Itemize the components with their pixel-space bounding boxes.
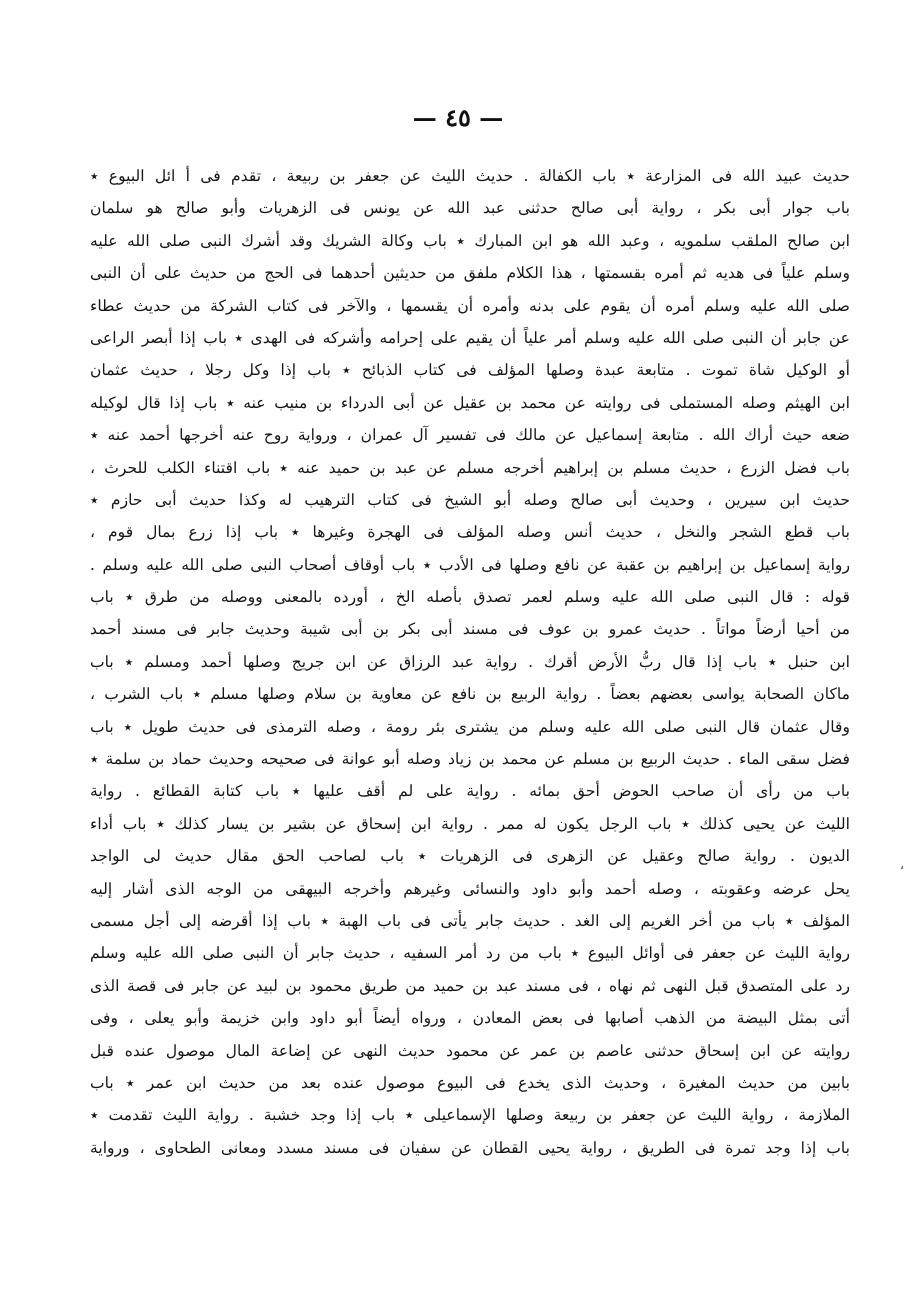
text-line: وسلم علياً فى هديه ثم أمره بقسمتها ، هذا الكلام ملفق من حديثين أحدهما فى الحج من حديث على أن النبى [90, 264, 850, 283]
text-line: أو الوكيل شاة تموت . متابعة عبدة وصلها المؤلف فى كتاب الذبائح ٭ باب إذا وكل رجلا ، حديث عثمان [90, 361, 850, 380]
text-line: روايته عن ابن إسحاق حدثنى عاصم بن عمر عن محمود حديث النهى عن إضاعة المال موصول عنده قبل [90, 1041, 850, 1060]
text-line: باب من رأى أن صاحب الحوض أحق بمائه . رواية على لم أقف عليها ٭ باب كتابة القطائع . رواية [90, 782, 850, 801]
text-line: صلى الله عليه وسلم أمره أن يقوم على بدنه وأمره أن يقسمها ، والآخر فى كتاب الشركة من حديث عطاء [90, 296, 850, 315]
text-line: فضل سقى الماء . حديث الربيع بن مسلم عن محمد بن زياد وصله أبو عوانة فى صحيحه وحديث حماد بن سلمة ٭ [90, 750, 850, 769]
text-line: ضعه حيث أراك الله . متابعة إسماعيل عن مالك فى تفسير آل عمران ، ورواية روح عنه أخرجها أحمد عنه ٭ [90, 426, 850, 445]
text-line: المؤلف ٭ باب من أخر الغريم إلى الغد . حديث جابر يأتى فى باب الهبة ٭ باب إذا أقرضه إلى أجل مسمى [90, 911, 850, 930]
text-line: ابن حنبل ٭ باب إذا قال ربُّ الأرض أقرك . رواية عبد الرزاق عن ابن جريج وصلها أحمد ومسلم ٭ باب [90, 652, 850, 671]
text-line: باب فضل الزرع ، حديث مسلم بن إبراهيم أخرجه مسلم عن عبد بن حميد عنه ٭ باب اقتناء الكلب للحرث ، [90, 458, 850, 477]
text-line: يحل عرضه وعقوبته ، وصله أحمد وأبو داود والنسائى وغيرهم وأخرجه البيهقى من الوجه الذى أشار إليه [90, 879, 850, 898]
text-line: عن جابر أن النبى صلى الله عليه وسلم أمر علياً أن يقيم على إحرامه وأشركه فى الهدى ٭ باب إذا أبصر الراعى [90, 328, 850, 347]
text-line: بابين من حديث المغيرة ، وحديث الذى يخدع فى البيوع موصول عنده بعد من حديث ابن عمر ٭ باب [90, 1073, 850, 1092]
text-line: الديون . رواية صالح وعقيل عن الزهرى فى الزهريات ٭ باب لصاحب الحق مقال حديث لى الواجد [90, 847, 850, 866]
text-line: رواية إسماعيل بن إبراهيم بن عقبة عن نافع وصلها فى الأدب ٭ باب أوقاف أصحاب النبى صلى الله عليه وسلم . [90, 555, 850, 574]
text-line: باب قطع الشجر والنخل ، حديث أنس وصله المؤلف فى الهجرة وغيرها ٭ باب إذا زرع بمال قوم ، [90, 523, 850, 542]
text-line: قوله : قال النبى صلى الله عليه وسلم لعمر تصدق بأصله الخ ، أورده بالمعنى ووصله من طرق ٭ باب [90, 588, 850, 607]
text-line: وقال عثمان قال النبى صلى الله عليه وسلم من يشترى بئر رومة ، وصله الترمذى فى حديث طويل ٭ باب [90, 717, 850, 736]
text-line: رواية الليث عن جعفر فى أوائل البيوع ٭ باب من رد أمر السفيه ، حديث جابر أن النبى صلى الله عليه وسلم [90, 944, 850, 963]
text-line: حديث عبيد الله فى المزارعة ٭ باب الكفالة . حديث الليث عن جعفر بن ربيعة ، تقدم فى أ ائل البيوع ٭ [90, 167, 850, 185]
margin-mark: ، [900, 858, 904, 872]
body-text [90, 160, 850, 1164]
text-line: ابن صالح الملقب سلمويه ، وعبد الله هو ابن المبارك ٭ باب وكالة الشريك وقد أشرك النبى صلى الله عليه [90, 231, 850, 250]
text-line: ابن الهيثم وصله المستملى فى روايته عن محمد بن عقيل عن أبى الدرداء بن منيب عنه ٭ باب إذا قال لوكيله [90, 393, 850, 412]
text-line: الملازمة ، رواية الليث عن جعفر بن ربيعة وصلها الإسماعيلى ٭ باب إذا وجد خشبة . رواية الليث تقدمت ٭ [90, 1106, 850, 1125]
text-line: الليث عن يحيى كذلك ٭ باب الرجل يكون له ممر . رواية ابن إسحاق عن بشير بن يسار كذلك ٭ باب أداء [90, 814, 850, 833]
text-line: ماكان الصحابة يواسى بعضهم بعضاً . رواية الربيع بن نافع عن معاوية بن سلام وصلها مسلم ٭ باب الشرب ، [90, 685, 850, 704]
text-line: من أحيا أرضاً مواتاً . حديث عمرو بن عوف فى مسند أبى بكر بن أبى شيبة وحديث جابر فى مسند أحمد [90, 620, 850, 639]
text-line: رد على المتصدق قبل النهى ثم نهاه ، فى مسند عبد بن حميد من طريق محمود بن لبيد عن جابر فى قصة الذى [90, 976, 850, 995]
text-line: حديث ابن سيرين ، وحديث أبى صالح وصله أبو الشيخ فى كتاب الترهيب له وكذا حديث أبى حازم ٭ [90, 490, 850, 509]
text-line: باب إذا وجد تمرة فى الطريق ، رواية يحيى القطان عن سفيان فى مسند مسدد ومعانى الطحاوى ، ورواية [90, 1138, 850, 1157]
text-line: باب جوار أبى بكر ، رواية أبى صالح حدثنى عبد الله عن يونس فى الزهريات وأبو صالح هو سلمان [90, 199, 850, 218]
page-number: — ٤٥ — [412, 103, 504, 132]
text-line: أتى بمثل البيضة من الذهب أصابها فى بعض المعادن ، ورواه أيضاً أبو داود وابن خزيمة وأبو يعلى ، وفى [90, 1009, 850, 1028]
